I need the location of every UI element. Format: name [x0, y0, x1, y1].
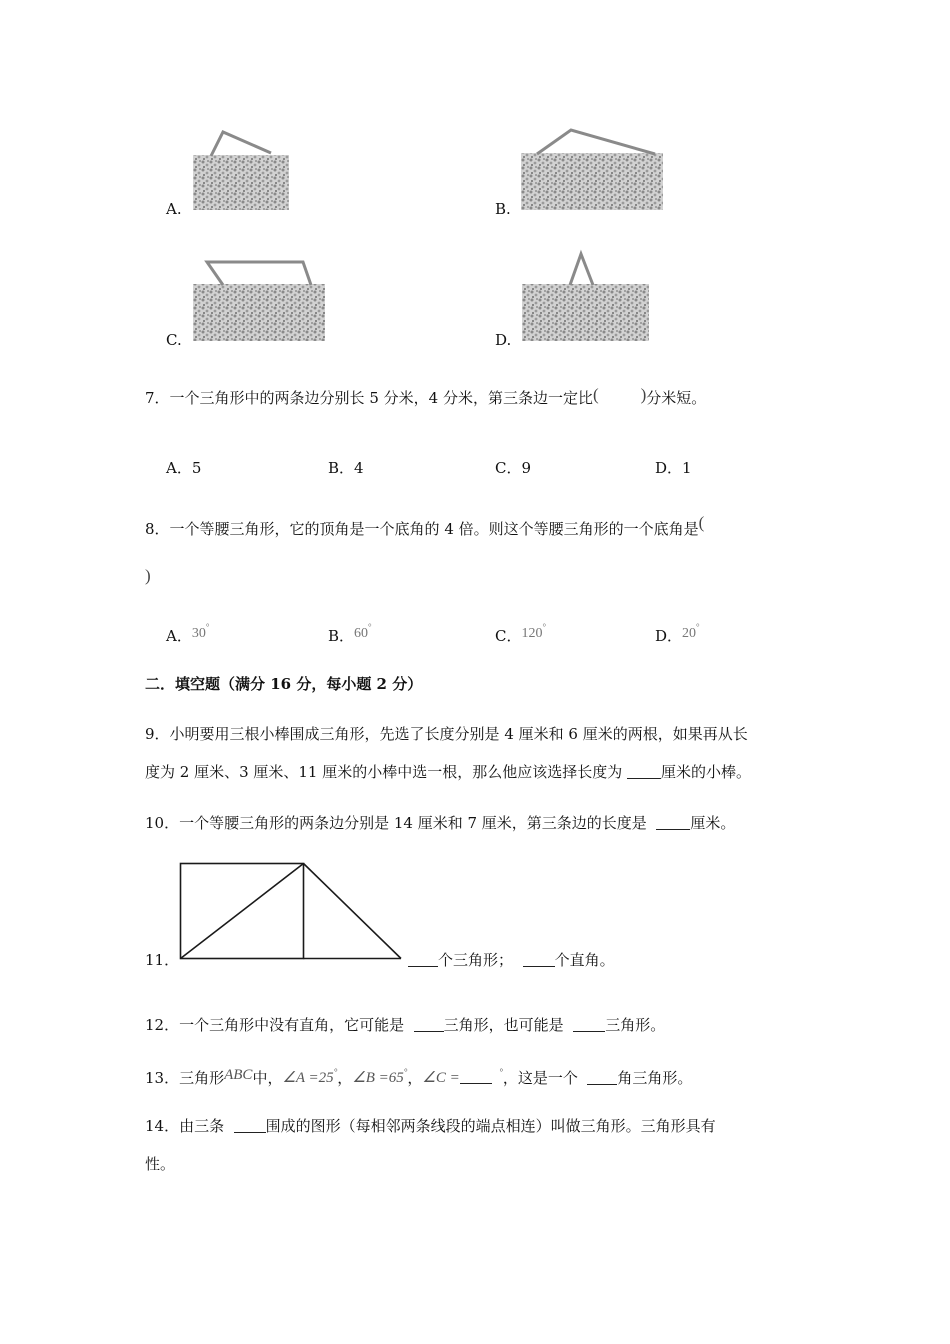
question-8-text: 一个等腰三角形，它的顶角是一个底角的 4 倍。则这个等腰三角形的一个底角是	[169, 520, 699, 538]
option-c-figure	[193, 258, 329, 344]
question-9-answer-blank[interactable]	[627, 764, 661, 779]
question-7-number: 7．	[145, 389, 170, 407]
question-7-option-b[interactable]: B．4	[328, 459, 364, 477]
question-12-blank-2[interactable]	[573, 1017, 605, 1032]
question-12-blank-1[interactable]	[414, 1017, 444, 1032]
question-7-paren-close: )	[640, 385, 647, 404]
question-9-line-1: 9．小明要用三根小棒围成三角形，先选了长度分别是 4 厘米和 6 厘米的两根，如果再从长	[145, 725, 748, 743]
question-13-blank-2[interactable]	[587, 1070, 617, 1085]
question-7-paren-open: (	[592, 385, 599, 404]
question-9-line-2: 度为 2 厘米、3 厘米、11 厘米的小棒中选一根，那么他应该选择长度为 厘米的小棒。	[145, 763, 752, 781]
question-13-blank-1[interactable]	[460, 1071, 492, 1084]
option-d-label: D.	[495, 331, 512, 349]
question-8-number: 8．	[145, 520, 170, 538]
option-a-label: A.	[166, 200, 182, 218]
question-13: 13．三角形ABC中，∠A =25°，∠B =65°，∠C = °，这是一个 角三角形。	[145, 1067, 693, 1087]
question-12: 12．一个三角形中没有直角，它可能是 三角形，也可能是 三角形。	[145, 1016, 666, 1034]
question-11-figure	[179, 862, 405, 962]
question-14-blank-1[interactable]	[234, 1118, 266, 1133]
option-c-label: C.	[166, 331, 182, 349]
option-b-figure	[521, 126, 667, 214]
question-11-number: 11．	[145, 951, 180, 969]
question-14-line-2: 性。	[145, 1155, 176, 1173]
question-7-option-c[interactable]: C．9	[495, 459, 532, 477]
question-7-text: 一个三角形中的两条边分别长 5 分米，4 分米，第三条边一定比	[169, 389, 593, 407]
question-11-blank-1[interactable]	[408, 952, 438, 967]
question-10: 10．一个等腰三角形的两条边分别是 14 厘米和 7 厘米，第三条边的长度是 厘米。	[145, 814, 736, 832]
question-8-paren-open: (	[698, 513, 705, 532]
question-8-paren-close: )	[145, 566, 151, 585]
question-8-option-a[interactable]: A．30°	[166, 622, 210, 645]
triangle-abc: ABC	[224, 1067, 253, 1083]
question-8-option-c[interactable]: C．120°	[495, 622, 547, 645]
section-2-heading: 二．填空题（满分 16 分，每小题 2 分）	[145, 675, 423, 693]
question-8-option-b[interactable]: B．60°	[328, 622, 372, 645]
question-11-answers: 个三角形； 个直角。	[408, 949, 615, 970]
question-8	[145, 513, 704, 539]
question-7-option-d[interactable]: D．1	[655, 459, 692, 477]
question-7-option-a[interactable]: A．5	[166, 459, 202, 477]
question-7-text-after: 分米短。	[646, 389, 707, 407]
question-10-answer-blank[interactable]	[656, 815, 690, 830]
option-d-figure	[522, 250, 654, 344]
option-a-figure	[193, 128, 293, 213]
option-b-label: B.	[495, 200, 511, 218]
question-8-option-d[interactable]: D．20°	[655, 622, 700, 645]
question-7	[145, 385, 706, 408]
question-11-blank-2[interactable]	[523, 952, 555, 967]
question-14-line-1: 14．由三条 围成的图形（每相邻两条线段的端点相连）叫做三角形。三角形具有	[145, 1117, 716, 1135]
